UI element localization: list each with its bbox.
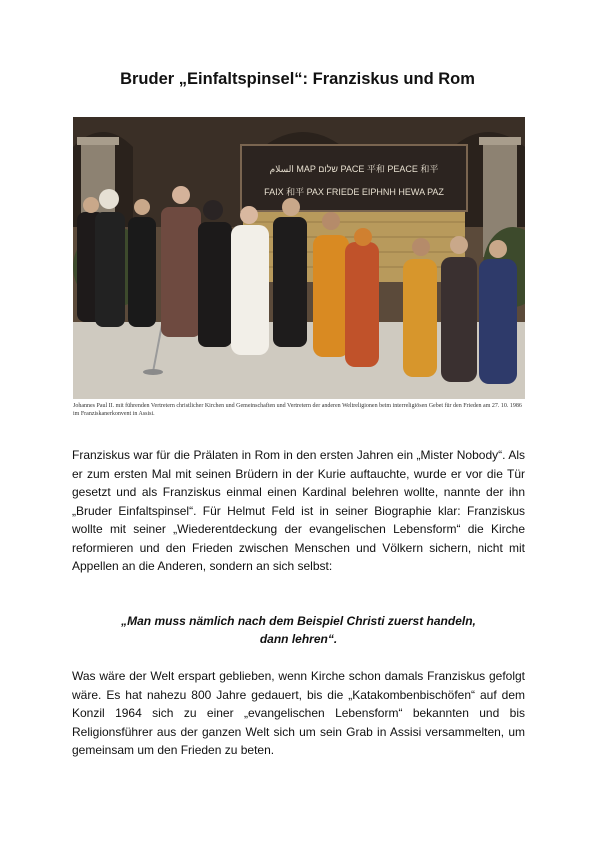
quote	[72, 612, 525, 648]
group-photo	[73, 117, 525, 399]
quote-line-1: „Man muss nämlich nach dem Beispiel Christi zuerst handeln,	[121, 614, 476, 628]
peace-sign-line-1: السلام MAP שלום PACE 平和 PEACE 和平	[269, 164, 439, 174]
quote-line-2: dann lehren“.	[259, 632, 338, 646]
paragraph-intro: Franziskus war für die Prälaten in Rom in den ersten Jahren ein „Mister Nobody“. Als er zum ersten Mal mit seinen Brüdern in der Kurie auftauchte, wurde er vor die Tür gesetzt und als Franziskus einmal einen Kardinal belehren wollte, nannte der ihn „Bruder Einfaltspinsel“. Für Helmut Feld ist in seiner Biographie klar: Franziskus wollte mit seiner „Wiederentdeckung der evangelischen Lebensform“ die Kirche reformieren und den Frieden zwischen Menschen und Völkern sichern, nicht mit Appellen an die Anderen, sondern an sich selbst:	[72, 448, 525, 573]
paragraph-conclusion: Was wäre der Welt erspart geblieben, wenn Kirche schon damals Franziskus gefolgt wäre. Es hat nahezu 800 Jahre gedauert, bis die „Katakombenbischöfen“ auf dem Konzil 1964 sich zu einer „evangelischen Lebensform“ bekannten und bis Religionsführer aus der ganzen Welt sich um sein Grab in Assisi versammelten, um gemeinsam um den Frieden zu beten.	[72, 669, 525, 757]
peace-sign-line-2: FAIX 和平 PAX FRIEDE ΕΙΡΗΝΗ HEWA PAZ	[264, 187, 444, 197]
photo-caption: Johannes Paul II. mit führenden Vertretern christlicher Kirchen und Gemeinschaften und Vertretern der anderen Weltreligionen beim interreligiösen Gebet für den Frieden am 27. 10. 1986 im Franziskanerkonvent in Assisi.	[73, 403, 522, 417]
page-title: Bruder „Einfaltspinsel“: Franziskus und Rom	[120, 70, 475, 88]
